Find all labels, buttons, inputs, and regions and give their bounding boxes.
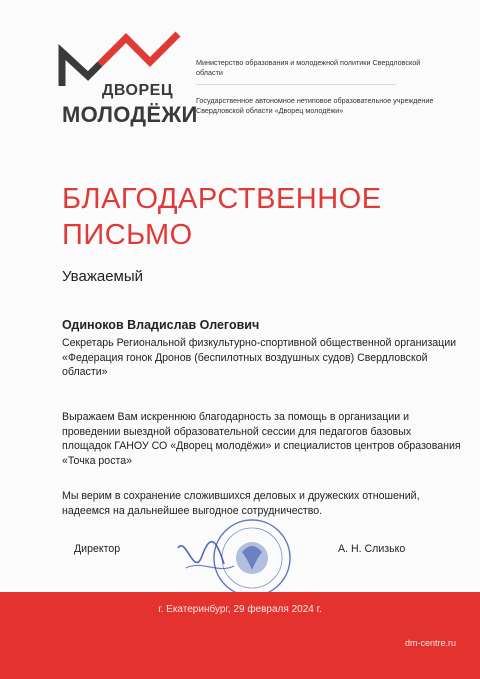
hope-paragraph: Мы верим в сохранение сложившихся деловых и дружеских отношений, надеемся на дальнейшее выгодное сотрудничество. (62, 490, 420, 517)
city-and-date: г. Екатеринбург, 29 февраля 2024 г. (158, 604, 322, 615)
signatory-name: А. Н. Слизько (338, 543, 406, 555)
letter-title-line2: ПИСЬМО (62, 219, 193, 251)
header-divider (196, 84, 396, 85)
letter-title-line1: БЛАГОДАРСТВЕННОЕ (62, 183, 382, 215)
greeting: Уважаемый (62, 268, 144, 285)
website-link[interactable]: dm-centre.ru (404, 638, 456, 648)
logo-text-line1: ДВОРЕЦ (102, 82, 174, 99)
recipient-name: Одиноков Владислав Олегович (62, 318, 260, 332)
institution-name: Государственное автономное нетиповое образовательное учреждение Свердловской области «Дворец молодёжи» (196, 96, 434, 115)
thanks-paragraph: Выражаем Вам искреннюю благодарность за помощь в организации и проведении выездной образовательной сессии для педагогов базовых площадок ГАНОУ СО «Дворец молодёжи» и специалистов центров образования «Точка роста» (62, 411, 461, 467)
recipient-position: Секретарь Региональной физкультурно-спортивной общественной организации «Федерация гонок Дронов (беспилотных воздушных судов) Свердловской области» (62, 337, 457, 378)
ministry-name: Министерство образования и молодежной политики Свердловской области (196, 58, 421, 77)
signatory-role: Директор (74, 543, 121, 555)
logo-text-line2: МОЛОДЁЖИ (62, 102, 198, 127)
logo-mark-icon (54, 30, 184, 90)
official-stamp-icon (172, 508, 302, 603)
